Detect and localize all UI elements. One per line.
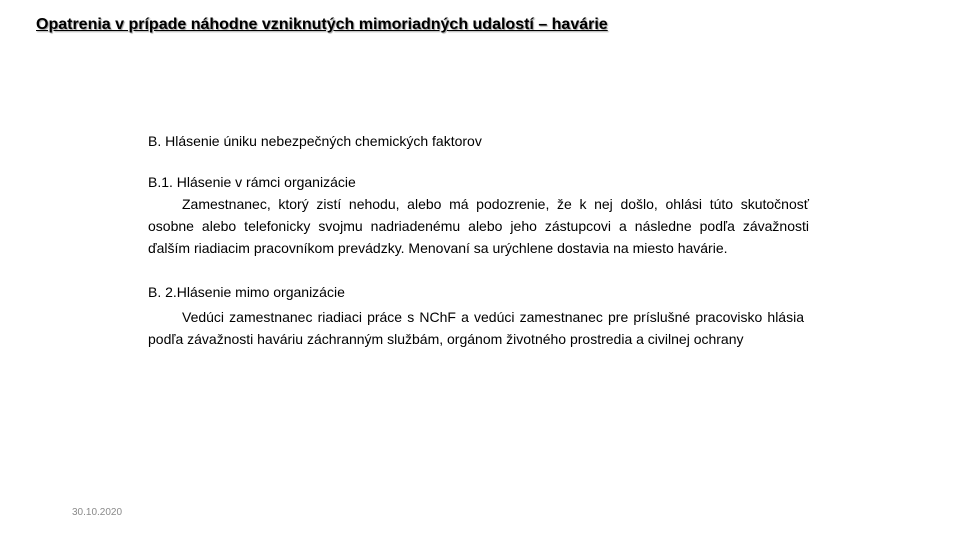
section-b2-heading: B. 2.Hlásenie mimo organizácie	[148, 284, 345, 300]
section-b2-text-body: Vedúci zamestnanec riadiaci práce s NChF a vedúci zamestnanec pre príslušné pracovisko hlásia podľa závažnosti haváriu záchranným službám, orgánom životného prostredia a civilnej ochrany	[148, 309, 804, 347]
section-b2-text	[148, 306, 804, 350]
section-b1-text	[148, 193, 809, 259]
section-b1-heading: B.1. Hlásenie v rámci organizácie	[148, 174, 356, 190]
slide-title: Opatrenia v prípade náhodne vzniknutých mimoriadných udalostí – havárie	[36, 16, 608, 33]
section-b1-text-body: Zamestnanec, ktorý zistí nehodu, alebo má podozrenie, že k nej došlo, ohlási túto skutočnosť osobne alebo telefonicky svojmu nadriadenému alebo jeho zástupcovi a následne podľa závažnosti ďalším riadiacim pracovníkom prevádzky. Menovaní sa urýchlene dostavia na miesto havárie.	[148, 196, 809, 256]
slide-content	[148, 130, 809, 350]
section-b-heading: B. Hlásenie úniku nebezpečných chemických faktorov	[148, 133, 482, 149]
footer-date: 30.10.2020	[72, 507, 123, 518]
